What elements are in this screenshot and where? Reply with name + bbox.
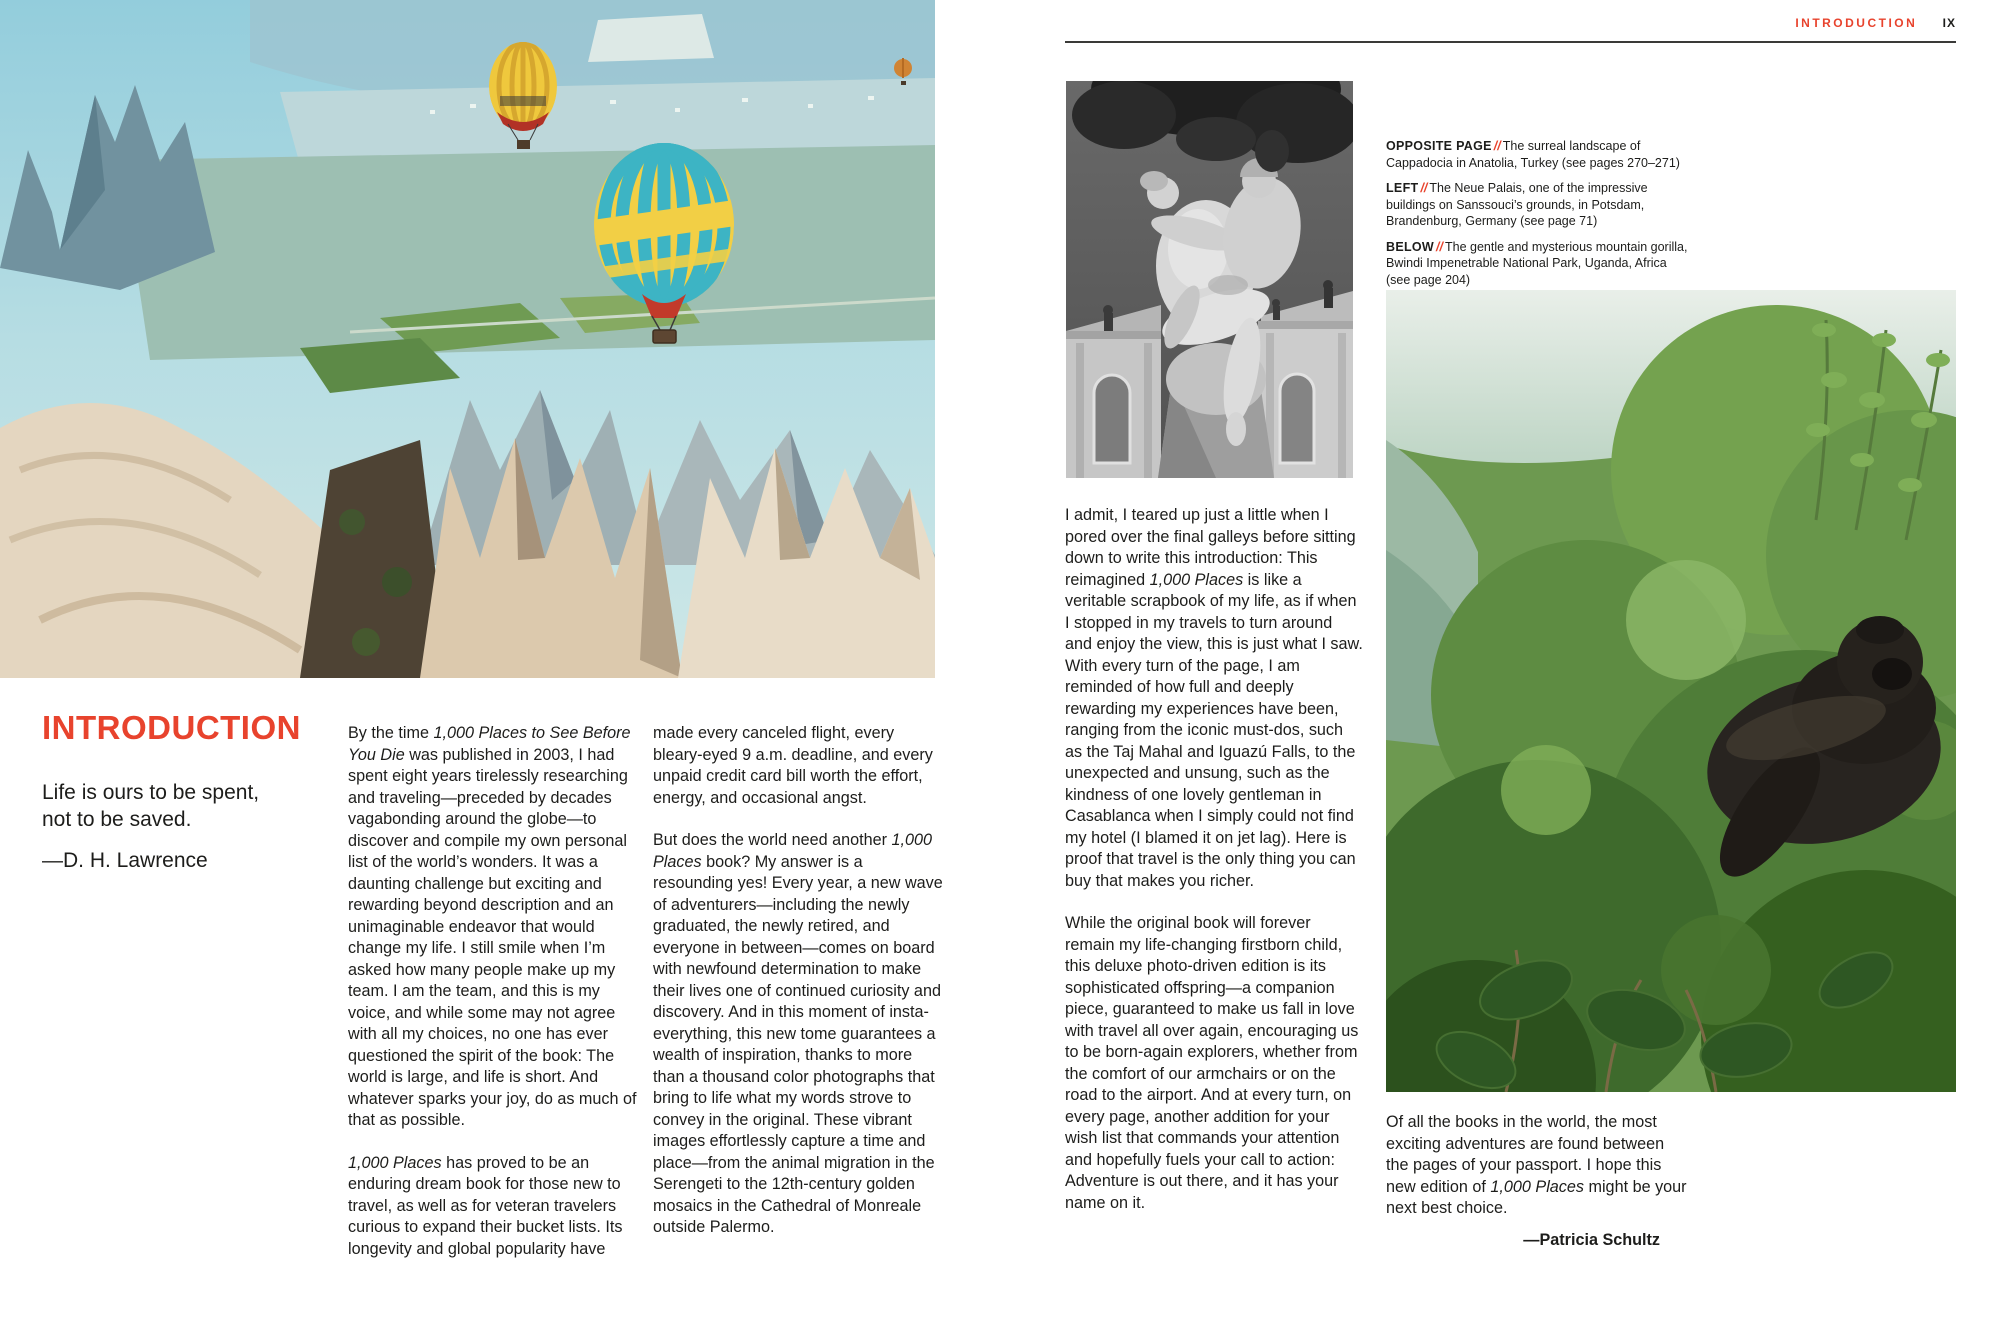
caption-text: The surreal landscape of Cappadocia in Anatolia, Turkey (see pages 270–271) <box>1386 139 1680 170</box>
right-body-column <box>1065 505 1363 1235</box>
paragraph: made every canceled flight, every bleary-eyed 9 a.m. deadline, and every unpaid credit card bill worth the effort, energy, and occasional angst. <box>653 724 933 807</box>
body-column-1 <box>348 723 640 1281</box>
running-header <box>1065 16 1956 30</box>
closing-block <box>1386 1112 1688 1251</box>
running-header-title: INTRODUCTION <box>1795 16 1918 30</box>
caption-separator: // <box>1436 239 1443 254</box>
neue-palais-statue-photo <box>1066 81 1353 478</box>
quote-line: not to be saved. <box>42 808 192 831</box>
quote-line: Life is ours to be spent, <box>42 781 260 804</box>
caption-left <box>1386 180 1688 230</box>
caption-label: OPPOSITE PAGE <box>1386 139 1492 153</box>
statue-photo-art <box>1066 81 1353 478</box>
chapter-heading: INTRODUCTION <box>42 709 301 746</box>
caption-opposite-page <box>1386 138 1688 171</box>
epigraph-quote <box>42 779 259 833</box>
photo-captions <box>1386 138 1688 297</box>
gorilla-photo <box>1386 290 1956 1092</box>
caption-label: LEFT <box>1386 181 1419 195</box>
paragraph: By the time 1,000 Places to See Before You Die was published in 2003, I had spent eight years tirelessly researching and traveling—preceded by decades vagabonding around the globe—to discover and compile my own personal list of the world’s wonders. It was a daunting challenge but exciting and rewarding beyond description and an unimaginable endeavor that would change my life. I still smile when I’m asked how many people make up my team. I am the team, and this is my voice, and while some may not agree with all my choices, no one has ever questioned the spirit of the book: The world is large, and life is short. And whatever sparks your joy, do as much of that as possible. <box>348 724 637 1129</box>
gorilla-photo-art <box>1386 290 1956 1092</box>
author-signature: —Patricia Schultz <box>1523 1230 1660 1249</box>
paragraph: I admit, I teared up just a little when I pored over the final galleys before sitting down to write this introduction: This reimagined 1,000 Places is like a veritable scrapbook of my life, as if when I stopped in my travels to turn around and enjoy the view, this is just what I saw. With every turn of the page, I am reminded of how full and deeply rewarding my experiences have been, ranging from the iconic must-dos, such as the Taj Mahal and Iguazú Falls, to the unexpected and unsung, such as the kindness of one lovely gentleman in Casablanca when I simply could not find my hotel (I blamed it on jet lag). Here is proof that travel is the only thing you can buy that makes you richer. <box>1065 506 1363 890</box>
cappadocia-photo <box>0 0 935 678</box>
header-rule <box>1065 41 1956 43</box>
closing-paragraph: Of all the books in the world, the most exciting adventures are found between the pages of your passport. I hope this new edition of 1,000 Places might be your next best choice. <box>1386 1113 1687 1217</box>
caption-separator: // <box>1493 139 1501 153</box>
page-number: IX <box>1942 16 1956 30</box>
caption-below <box>1386 239 1688 289</box>
paragraph: While the original book will forever remain my life-changing firstborn child, this deluxe photo-driven edition is its sophisticated offspring—a companion piece, guaranteed to make us fall in love with travel all over again, encouraging us to be born-again explorers, whether from the comfort of our armchairs or on the road to the airport. And at every turn, on every page, another addition for your wish list that commands your attention and hopefully fuels your call to action: Adventure is out there, and it has your name on it. <box>1065 914 1359 1212</box>
caption-label: BELOW <box>1386 239 1435 254</box>
caption-separator: // <box>1420 181 1428 195</box>
caption-text: The gentle and mysterious mountain gorilla, Bwindi Impenetrable National Park, Uganda, Africa (see page 204) <box>1386 239 1688 287</box>
body-column-2 <box>653 723 945 1260</box>
cappadocia-photo-art <box>0 0 935 678</box>
paragraph: 1,000 Places has proved to be an enduring dream book for those new to travel, as well as for veteran travelers curious to expand their bucket lists. Its longevity and global popularity have <box>348 1153 623 1258</box>
paragraph: But does the world need another 1,000 Places book? My answer is a resounding yes! Every year, a new wave of adventurers—including the newly graduated, the newly retired, and everyone in between—comes on board with newfound determination to make their lives one of continued curiosity and discovery. And in this moment of insta-everything, this new tome guarantees a wealth of inspiration, thanks to more than a thousand color photographs that bring to life what my words strove to convey in the original. These vibrant images effortlessly capture a time and place—from the animal migration in the Serengeti to the 12th-century golden mosaics in the Cathedral of Monreale outside Palermo. <box>653 831 943 1236</box>
caption-text: The Neue Palais, one of the impressive buildings on Sanssouci’s grounds, in Potsdam, Brandenburg, Germany (see page 71) <box>1386 181 1648 228</box>
epigraph-attribution: —D. H. Lawrence <box>42 849 208 872</box>
